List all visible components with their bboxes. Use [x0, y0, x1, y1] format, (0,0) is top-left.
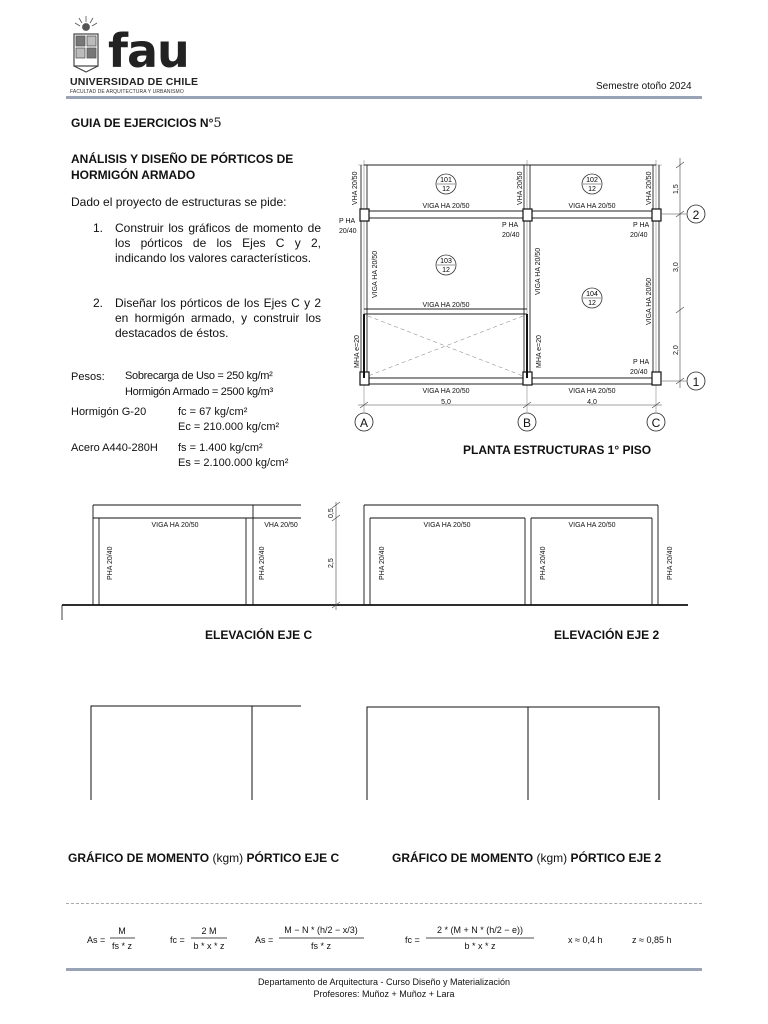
task-item: [93, 221, 321, 266]
dimension-label: 2,0: [673, 345, 680, 355]
moment-frames: [85, 700, 665, 805]
fs-value: fs = 1.400 kg/cm²: [178, 442, 263, 454]
formula-fc2-lhs: fc =: [405, 935, 420, 945]
hormigon-label: Hormigón G-20: [71, 406, 147, 418]
dimension-label: 4,0: [587, 399, 597, 406]
seal-icon: [70, 14, 102, 74]
column-label: 20/40: [502, 232, 520, 239]
formula-fc2-den: b * x * z: [464, 941, 496, 951]
guide-intro: Dado el proyecto de estructuras se pide:: [71, 195, 287, 209]
task-number: 1.: [93, 221, 104, 235]
guide-title-prefix: GUIA DE EJERCICIOS N°: [71, 116, 214, 130]
elevation-drawings: [60, 495, 700, 625]
column-label: P HA: [339, 218, 356, 225]
slab-marker: [582, 174, 602, 194]
university-name: UNIVERSIDAD DE CHILE: [70, 76, 199, 88]
dimension-label: 1,5: [673, 184, 680, 194]
formula-z-approx: z ≈ 0,85 h: [632, 935, 672, 945]
slab-marker: [436, 255, 456, 275]
footer-department: Departamento de Arquitectura - Curso Diseño y Materialización: [257, 977, 511, 987]
elevation-beam-label: VIGA HA 20/50: [151, 522, 199, 529]
elevation-column-label: PHA 20/40: [540, 546, 547, 580]
slab-marker: [436, 174, 456, 194]
axis-label-c: C: [651, 416, 661, 430]
elevation-c-caption: ELEVACIÓN EJE C: [205, 628, 313, 642]
slab-marker: [582, 288, 602, 308]
logo-word: fau: [108, 24, 189, 78]
sobrecarga-value: Sobrecarga de Uso = 250 kg/m²: [125, 370, 273, 382]
task-text: Construir los gráficos de momento de los pórticos de los Ejes C y 2, indicando los valores característicos.: [115, 221, 321, 265]
elevation-column-label: PHA 20/40: [107, 546, 114, 580]
formula-as-den: fs * z: [111, 941, 133, 951]
column-label: 20/40: [630, 232, 648, 239]
formula-fc-den: b * x * z: [193, 941, 225, 951]
wall-label: MHA e=20: [354, 335, 361, 368]
formula-as2-den: fs * z: [310, 941, 332, 951]
structural-plan: [330, 150, 710, 440]
elevation-beam-label: VIGA HA 20/50: [423, 522, 471, 529]
beam-label-vertical: VIGA HA 20/50: [646, 277, 653, 325]
beam-label: VIGA HA 20/50: [422, 302, 470, 309]
formula-fc2-num: 2 * (M + N * (h/2 − e)): [436, 925, 524, 935]
axis-label-two: 2: [692, 208, 700, 222]
task-number: 2.: [93, 296, 104, 310]
task-item: [93, 296, 321, 341]
dimension-label: 3,0: [673, 262, 680, 272]
vha-label: VHA 20/50: [517, 171, 524, 205]
column-label: P HA: [502, 222, 519, 229]
elevation-column-label: PHA 20/40: [259, 546, 266, 580]
opening-cross: [368, 316, 523, 376]
slab-number: 102: [586, 177, 598, 184]
slab-number: 103: [440, 258, 452, 265]
column-label: 20/40: [339, 228, 357, 235]
slab-thickness: 12: [588, 186, 596, 193]
elevation-vha-label: VHA 20/50: [264, 522, 298, 529]
beam-label-vertical: VIGA HA 20/50: [535, 247, 542, 295]
guide-title-number: 5: [213, 116, 222, 131]
formula-as2-lhs: As =: [255, 935, 274, 945]
beam-label: VIGA HA 20/50: [422, 203, 470, 210]
elevation-column-label: PHA 20/40: [379, 546, 386, 580]
pesos-label: Pesos:: [71, 371, 105, 383]
footer-professors: Profesores: Muñoz + Muñoz + Lara: [313, 989, 455, 999]
vha-label: VHA 20/50: [646, 171, 653, 205]
faculty-name: FACULTAD DE ARQUITECTURA Y URBANISMO: [70, 89, 184, 95]
formula-fc-num: 2 M: [201, 926, 217, 936]
guide-title: [71, 116, 222, 131]
formula-as-lhs: As =: [87, 935, 106, 945]
beam-label: VIGA HA 20/50: [568, 203, 616, 210]
axis-label-one: 1: [692, 375, 700, 389]
beam-label: VIGA HA 20/50: [568, 388, 616, 395]
axis-label-b: B: [522, 416, 532, 430]
ec-value: Ec = 210.000 kg/cm²: [178, 421, 280, 433]
semester-label: Semestre otoño 2024: [596, 81, 692, 92]
guide-subtitle-line2: HORMIGÓN ARMADO: [71, 168, 196, 182]
slab-thickness: 12: [588, 300, 596, 307]
fc-value: fc = 67 kg/cm²: [178, 406, 248, 418]
dimension-label: 0,5: [328, 508, 335, 518]
beam-label: VIGA HA 20/50: [422, 388, 470, 395]
hormigon-armado-value: Hormigón Armado = 2500 kg/m³: [125, 386, 273, 398]
slab-number: 104: [586, 291, 598, 298]
dimension-label: 5,0: [441, 399, 451, 406]
formula-fc-lhs: fc =: [170, 935, 185, 945]
column-label: P HA: [633, 359, 650, 366]
vha-label: VHA 20/50: [352, 171, 359, 205]
formula-as-num: M: [118, 926, 126, 936]
formula-as2-num: M − N * (h/2 − x/3): [284, 925, 358, 935]
beam-label-vertical: VIGA HA 20/50: [372, 250, 379, 298]
slab-thickness: 12: [442, 267, 450, 274]
plan-caption: PLANTA ESTRUCTURAS 1° PISO: [463, 443, 652, 457]
formula-x-approx: x ≈ 0,4 h: [568, 935, 603, 945]
elevation-2-frame: [364, 505, 658, 605]
slab-number: 101: [440, 177, 452, 184]
elevation-column-label: PHA 20/40: [667, 546, 674, 580]
moment-c-caption: GRÁFICO DE MOMENTO (kgm) PÓRTICO EJE C: [68, 851, 340, 865]
dimension-label: 2,5: [328, 558, 335, 568]
column-label: P HA: [633, 222, 650, 229]
elevation-beam-label: VIGA HA 20/50: [568, 522, 616, 529]
es-value: Es = 2.100.000 kg/cm²: [178, 457, 289, 469]
elevation-2-caption: ELEVACIÓN EJE 2: [554, 628, 660, 642]
guide-subtitle: [71, 151, 293, 183]
axis-lines: [358, 160, 662, 412]
header-rule: [66, 96, 702, 99]
formula-divider: [66, 903, 702, 904]
slab-thickness: 12: [442, 186, 450, 193]
axis-label-a: A: [359, 416, 369, 430]
task-text: Diseñar los pórticos de los Ejes C y 2 en hormigón armado, y construir los destacados de éstos.: [115, 296, 321, 340]
moment-2-caption: GRÁFICO DE MOMENTO (kgm) PÓRTICO EJE 2: [392, 851, 662, 865]
footer-rule: [66, 968, 702, 971]
column-label: 20/40: [630, 369, 648, 376]
elevation-c-frame: [93, 505, 301, 605]
wall-label: MHA e=20: [536, 335, 543, 368]
guide-subtitle-line1: ANÁLISIS Y DISEÑO DE PÓRTICOS DE: [71, 152, 294, 166]
formula-row: [80, 912, 700, 962]
acero-label: Acero A440-280H: [71, 442, 158, 454]
